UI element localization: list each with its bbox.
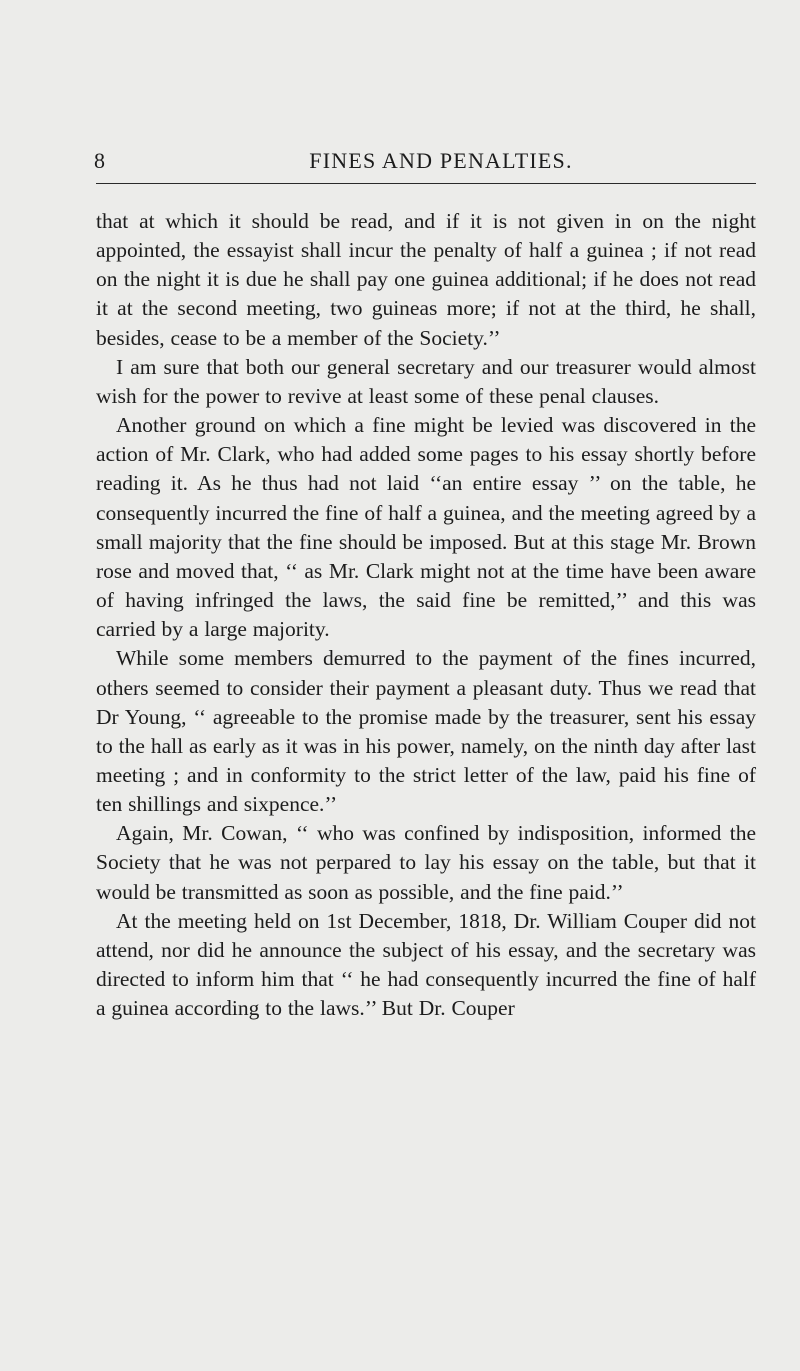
page-header	[94, 148, 758, 178]
page-number: 8	[94, 148, 106, 173]
paragraph: I am sure that both our general secretary and our treasurer would almost wish for the power to revive at least some of these penal clauses.	[96, 354, 756, 408]
paragraph: that at which it should be read, and if it is not given in on the night appointed, the essayist shall incur the penalty of half a guinea ; if not read on the night it is due he shall pay one guinea additional; if he does not read it at the second meeting, two guineas more; if not at the third, he shall, besides, cease to be a member of the Society.’’	[96, 209, 756, 350]
paragraph: Another ground on which a fine might be levied was discovered in the action of Mr. Clark, who had added some pages to his essay shortly before reading it. As he thus had not laid ‘‘an entire essay ’’ on the table, he consequently incurred the fine of half a guinea, and the meeting agreed by a small majority that the fine should be imposed. But at this stage Mr. Brown rose and moved that, ‘‘ as Mr. Clark might not at the time have been aware of having infringed the laws, the said fine be remitted,’’ and this was carried by a large majority.	[96, 413, 756, 642]
running-head: FINES AND PENALTIES.	[309, 148, 573, 173]
paragraph: Again, Mr. Cowan, ‘‘ who was confined by indisposition, informed the Society that he was not perpared to lay his essay on the table, but that it would be transmitted as soon as possible, and the fine paid.’’	[96, 821, 756, 904]
header-rule	[96, 183, 756, 184]
paragraph: At the meeting held on 1st December, 1818, Dr. William Couper did not attend, nor did he announce the subject of his essay, and the secretary was directed to inform him that ‘‘ he had consequently incurred the fine of half a guinea according to the laws.’’ But Dr. Couper	[96, 908, 756, 1021]
paragraph: While some members demurred to the payment of the fines incurred, others seemed to consider their payment a pleasant duty. Thus we read that Dr Young, ‘‘ agreeable to the promise made by the treasurer, sent his essay to the hall as early as it was in his power, namely, on the ninth day after last meeting ; and in conformity to the strict letter of the law, paid his fine of ten shillings and sixpence.’’	[96, 646, 756, 817]
body-text	[96, 207, 756, 1023]
